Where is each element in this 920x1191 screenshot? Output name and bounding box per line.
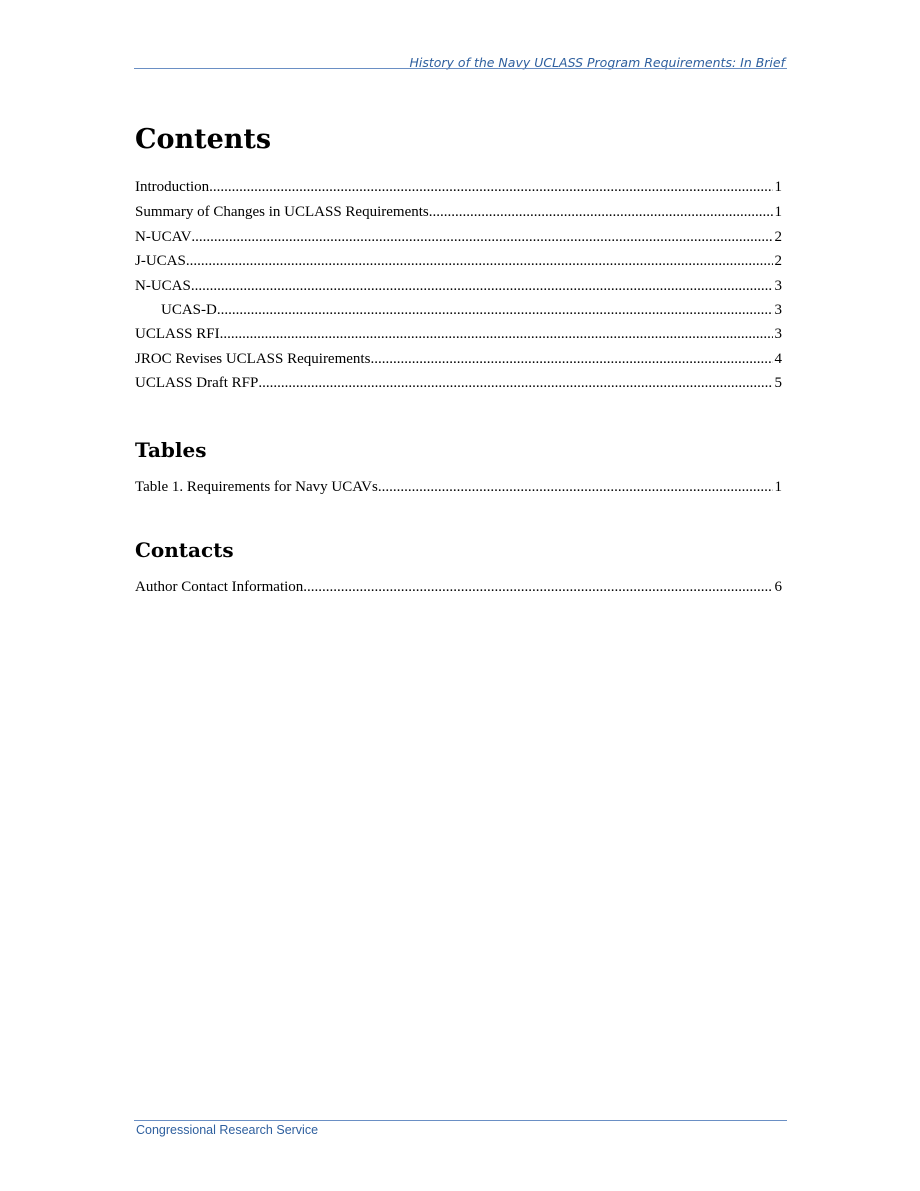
dot-leader bbox=[429, 200, 773, 225]
toc-entry-uclass-draft-rfp[interactable] bbox=[135, 371, 782, 396]
toc-entry-label: N-UCAV bbox=[135, 228, 192, 245]
toc-entry-introduction[interactable] bbox=[135, 175, 782, 200]
toc-entry-label: UCAS-D bbox=[161, 301, 217, 318]
toc-entry-page: 3 bbox=[774, 301, 782, 318]
toc-entry-page: 6 bbox=[774, 579, 782, 595]
toc-entry-label: Table 1. Requirements for Navy UCAVs bbox=[135, 479, 378, 495]
toc-entry-page: 4 bbox=[774, 350, 782, 367]
dot-leader bbox=[220, 322, 773, 347]
toc-entry-page: 5 bbox=[774, 375, 782, 392]
toc-entry-uclass-rfi[interactable] bbox=[135, 322, 782, 347]
toc-entry-page: 1 bbox=[774, 479, 782, 495]
toc-entry-label: Introduction bbox=[135, 179, 210, 195]
header-divider bbox=[134, 68, 787, 69]
toc-entry-ucas-d[interactable] bbox=[135, 299, 782, 322]
contacts-list bbox=[135, 575, 782, 600]
toc-entry-page: 3 bbox=[774, 278, 782, 294]
footer-publisher: Congressional Research Service bbox=[136, 1123, 319, 1137]
toc-entry-jroc-revises[interactable] bbox=[135, 347, 782, 372]
dot-leader bbox=[191, 225, 772, 250]
toc-entry-page: 1 bbox=[774, 203, 782, 220]
contents-heading: Contents bbox=[135, 124, 272, 155]
toc-entry-label: Author Contact Information bbox=[135, 579, 304, 595]
toc-entry-j-ucas[interactable] bbox=[135, 249, 782, 274]
dot-leader bbox=[370, 347, 772, 372]
toc-entry-summary-of-changes[interactable] bbox=[135, 200, 782, 225]
toc-entry-page: 3 bbox=[774, 325, 782, 342]
toc-entry-label: UCLASS Draft RFP bbox=[135, 375, 259, 392]
dot-leader bbox=[209, 175, 772, 200]
toc-entry-label: UCLASS RFI bbox=[135, 325, 220, 342]
contacts-heading: Contacts bbox=[135, 538, 234, 562]
toc-entry-page: 1 bbox=[774, 179, 782, 195]
dot-leader bbox=[378, 475, 773, 500]
toc-entry-page: 2 bbox=[774, 253, 782, 270]
toc-entry-n-ucav[interactable] bbox=[135, 225, 782, 250]
toc-entry-label: JROC Revises UCLASS Requirements bbox=[135, 350, 371, 367]
dot-leader bbox=[191, 274, 773, 299]
toc-entry-table-1[interactable] bbox=[135, 475, 782, 500]
running-header-title: History of the Navy UCLASS Program Requirements: In Brief bbox=[409, 55, 785, 70]
contents-list bbox=[135, 175, 782, 396]
toc-entry-n-ucas[interactable] bbox=[135, 274, 782, 299]
footer-divider bbox=[134, 1120, 787, 1121]
tables-list bbox=[135, 475, 782, 500]
toc-entry-label: J-UCAS bbox=[135, 253, 186, 270]
dot-leader bbox=[303, 575, 772, 600]
toc-entry-author-contact[interactable] bbox=[135, 575, 782, 600]
dot-leader bbox=[217, 299, 773, 322]
toc-entry-page: 2 bbox=[774, 228, 782, 245]
dot-leader bbox=[258, 371, 772, 396]
tables-heading: Tables bbox=[135, 438, 207, 462]
toc-entry-label: Summary of Changes in UCLASS Requirements bbox=[135, 203, 429, 220]
dot-leader bbox=[186, 249, 773, 274]
toc-entry-label: N-UCAS bbox=[135, 278, 191, 294]
